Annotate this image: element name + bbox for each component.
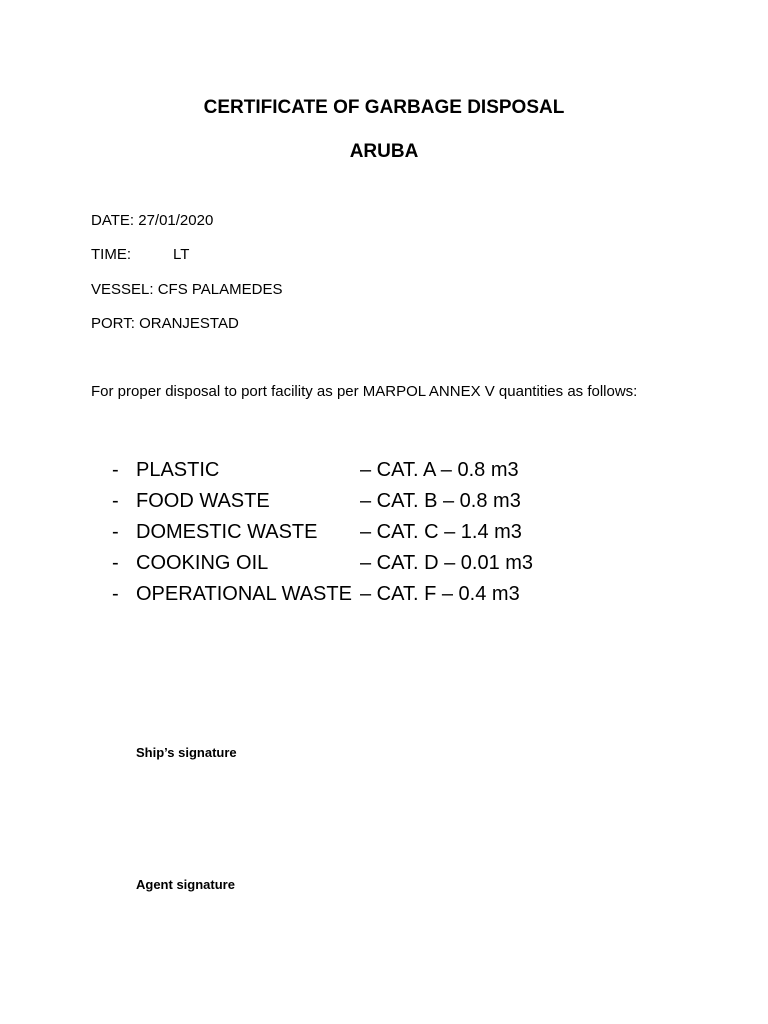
waste-name: COOKING OIL — [136, 552, 269, 574]
list-dash: - — [112, 521, 119, 543]
waste-category: – CAT. F – 0.4 m3 — [360, 583, 520, 605]
intro-text: For proper disposal to port facility as per MARPOL ANNEX V quantities as follows: — [91, 383, 638, 400]
waste-name: DOMESTIC WASTE — [136, 521, 318, 543]
waste-name: OPERATIONAL WASTE — [136, 583, 352, 605]
port-line: PORT: ORANJESTAD — [91, 315, 239, 332]
waste-category: – CAT. D – 0.01 m3 — [360, 552, 534, 574]
list-dash: - — [112, 583, 119, 605]
waste-category: – CAT. C – 1.4 m3 — [360, 521, 522, 543]
list-dash: - — [112, 552, 119, 574]
document-title: CERTIFICATE OF GARBAGE DISPOSAL — [203, 97, 565, 118]
time-value: LT — [173, 246, 190, 263]
ship-signature-label: Ship’s signature — [136, 745, 237, 760]
waste-category: – CAT. A – 0.8 m3 — [360, 459, 519, 481]
time-label: TIME: — [91, 246, 131, 263]
time-line — [91, 246, 189, 263]
waste-category: – CAT. B – 0.8 m3 — [360, 490, 521, 512]
waste-name: FOOD WASTE — [136, 490, 270, 512]
vessel-line: VESSEL: CFS PALAMEDES — [91, 281, 283, 298]
document-subtitle: ARUBA — [349, 141, 419, 162]
list-dash: - — [112, 490, 119, 512]
waste-name: PLASTIC — [136, 459, 220, 481]
list-dash: - — [112, 459, 119, 481]
agent-signature-label: Agent signature — [136, 877, 235, 892]
date-line: DATE: 27/01/2020 — [91, 212, 214, 229]
